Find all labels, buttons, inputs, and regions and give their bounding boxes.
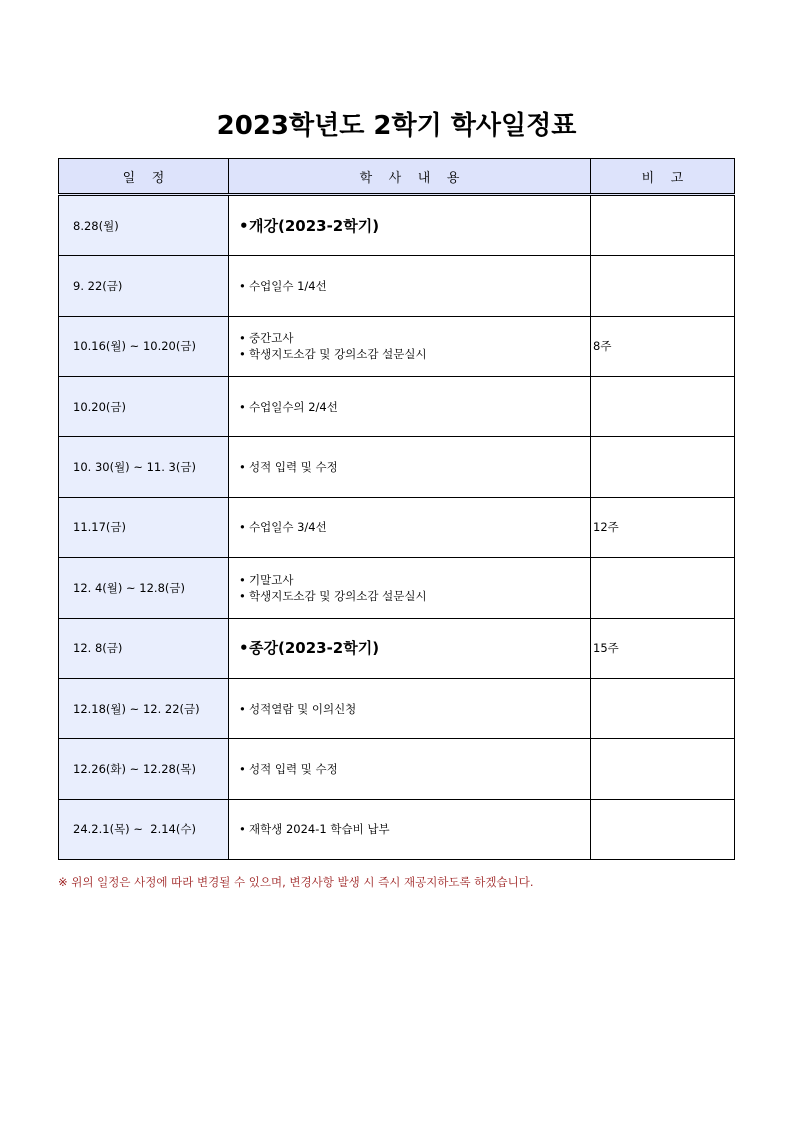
schedule-item-text: 수업일수의 2/4선 [249,399,338,414]
schedule-date-cell: 12.26(화) ~ 12.28(목) [59,739,229,799]
bullet-icon: • [239,460,246,475]
bullet-icon: • [239,822,246,837]
schedule-item [239,330,590,346]
schedule-item-text: 중간고사 [249,331,294,346]
schedule-item [239,821,590,837]
column-header-content: 학 사 내 용 [229,159,591,195]
column-header-note: 비 고 [591,159,735,195]
table-row [59,558,735,618]
schedule-date-cell: 12. 8(금) [59,618,229,678]
schedule-content-cell [229,195,591,256]
schedule-item-text: 종강(2023-2학기) [249,639,380,658]
page-title: 2023학년도 2학기 학사일정표 [216,111,577,141]
schedule-date-cell: 24.2.1(목) ~ 2.14(수) [59,799,229,859]
schedule-item-text: 성적열람 및 이의신청 [249,701,357,716]
schedule-date-cell: 10. 30(월) ~ 11. 3(금) [59,437,229,497]
schedule-item-text: 학생지도소감 및 강의소감 설문실시 [249,588,427,603]
table-row [59,437,735,497]
schedule-item [239,701,590,717]
schedule-content-cell [229,618,591,678]
table-row [59,195,735,256]
schedule-item [239,638,590,658]
schedule-content-cell [229,558,591,618]
bullet-icon: • [239,331,246,346]
schedule-date-cell: 12.18(월) ~ 12. 22(금) [59,678,229,738]
table-row [59,799,735,859]
bullet-icon: • [239,639,249,658]
schedule-note-cell [591,437,735,497]
schedule-item-text: 수업일수 3/4선 [249,520,327,535]
schedule-note-cell: 12주 [591,497,735,557]
schedule-note-cell [591,256,735,316]
bullet-icon: • [239,347,246,362]
schedule-note-cell [591,799,735,859]
schedule-content-cell [229,316,591,376]
schedule-item [239,459,590,475]
schedule-content-cell [229,377,591,437]
table-row [59,678,735,738]
schedule-content-cell [229,256,591,316]
bullet-icon: • [239,279,246,294]
bullet-icon: • [239,520,246,535]
schedule-note-cell [591,195,735,256]
schedule-item [239,761,590,777]
schedule-item [239,519,590,535]
table-header-row [59,159,735,195]
schedule-date-cell: 12. 4(월) ~ 12.8(금) [59,558,229,618]
schedule-note-cell [591,558,735,618]
schedule-item-text: 학생지도소감 및 강의소감 설문실시 [249,347,427,362]
schedule-date-cell: 8.28(월) [59,195,229,256]
bullet-icon: • [239,761,246,776]
schedule-table [58,158,735,860]
schedule-note-cell: 8주 [591,316,735,376]
schedule-item-text: 재학생 2024-1 학습비 납부 [249,822,390,837]
schedule-item [239,346,590,362]
schedule-content-cell [229,739,591,799]
schedule-note-cell [591,678,735,738]
schedule-date-cell: 11.17(금) [59,497,229,557]
table-row [59,497,735,557]
table-row [59,739,735,799]
bullet-icon: • [239,399,246,414]
schedule-note-cell [591,377,735,437]
schedule-item [239,572,590,588]
schedule-item-text: 기말고사 [249,572,294,587]
schedule-item-text: 성적 입력 및 수정 [249,761,338,776]
footnote: ※ 위의 일정은 사정에 따라 변경될 수 있으며, 변경사항 발생 시 즉시 재공지하도록 하겠습니다. [58,875,534,889]
schedule-date-cell: 10.20(금) [59,377,229,437]
schedule-item [239,399,590,415]
schedule-content-cell [229,437,591,497]
column-header-date: 일 정 [59,159,229,195]
table-row [59,316,735,376]
bullet-icon: • [239,701,246,716]
schedule-item-text: 수업일수 1/4선 [249,279,327,294]
bullet-icon: • [239,572,246,587]
schedule-item [239,278,590,294]
table-row [59,256,735,316]
schedule-item-text: 성적 입력 및 수정 [249,460,338,475]
schedule-item [239,588,590,604]
schedule-date-cell: 9. 22(금) [59,256,229,316]
schedule-content-cell [229,678,591,738]
bullet-icon: • [239,216,249,235]
bullet-icon: • [239,588,246,603]
table-row [59,618,735,678]
table-row [59,377,735,437]
schedule-item [239,216,590,236]
schedule-note-cell [591,739,735,799]
schedule-content-cell [229,799,591,859]
schedule-note-cell: 15주 [591,618,735,678]
schedule-date-cell: 10.16(월) ~ 10.20(금) [59,316,229,376]
schedule-content-cell [229,497,591,557]
schedule-item-text: 개강(2023-2학기) [249,216,380,235]
